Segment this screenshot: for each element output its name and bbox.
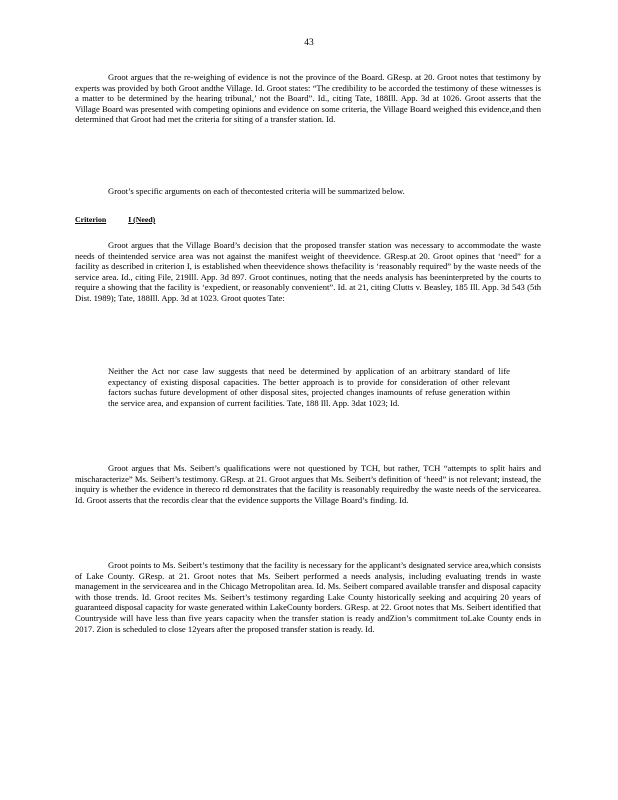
heading-number: I (Need) bbox=[128, 215, 156, 224]
paragraph-seibert-testimony: Groot points to Ms. Seibert’s testimony that the facility is necessary for the applicant’s designated service area,which consists of Lake County. GResp. at 21. Groot notes that Ms. Seibert performed a needs analysis, including evaluating trends in waste management in the servicearea and in the Chicago Metropolitan area. Id. Ms. Seibert compared available transfer and disposal capacity with those trends. Id. Groot recites Ms. Seibert’s testimony regarding Lake County historically seeking and acquiring 20 years of guaranteed disposal capacity for waste generated within LakeCounty borders. GResp. at 22. Groot notes that Ms. Seibert identified that Countryside will have less than five years capacity when the transfer station is ready andZion’s commitment toLake County ends in 2017. Zion is scheduled to close 12years after the proposed transfer station is ready. Id. bbox=[75, 560, 541, 634]
paragraph-reweighing: Groot argues that the re-weighing of evidence is not the province of the Board. GResp. at 20. Groot notes that testimony by experts was provided by both Groot andthe Village. Id. Groot states: “The credibility to be accorded the testimony of these witnesses is a matter to be determined by the hearing tribunal,’ not the Board”. Id., citing Tate, 188Ill. App. 3d at 1026. Groot asserts that the Village Board was presented with competing opinions and evidence on some criteria, the Village Board weighed this evidence,and then determined that Groot had met the criteria for siting of a transfer station. Id. bbox=[75, 72, 541, 125]
paragraph-summary-intro: Groot’s specific arguments on each of thecontested criteria will be summarized below. bbox=[108, 186, 405, 196]
paragraph-need-argument: Groot argues that the Village Board’s decision that the proposed transfer station was necessary to accommodate the waste needs of theintended service area was not against the manifest weight of theevidence. GResp.at 20. Groot opines that ‘need” for a facility as described in criterion I, is established when theevidence shows thefacility is ‘reasonably required” by the waste needs of the service area. Id., citing File, 219Ill. App. 3d 897. Groot continues, noting that the needs analysis has beeninterpreted by the courts to require a showing that the facility is ‘expedient, or reasonably convenient”. Id. at 21, citing Clutts v. Beasley, 185 Ill. App. 3d 543 (5th Dist. 1989); Tate, 188Ill. App. 3d at 1023. Groot quotes Tate: bbox=[75, 240, 541, 303]
page-number: 43 bbox=[304, 38, 314, 48]
heading-title: Criterion bbox=[75, 215, 107, 224]
block-quote-tate: Neither the Act nor case law suggests that need be determined by application of an arbitrary standard of life expectancy of existing disposal capacities. The better approach is to provide for consideration of other relevant factors suchas future development of other disposal sites, projected changes inamounts of refuse generation within the service area, and expansion of current facilities. Tate, 188 Ill. App. 3dat 1023; Id. bbox=[108, 366, 510, 408]
paragraph-seibert-qualifications: Groot argues that Ms. Seibert’s qualifications were not questioned by TCH, but rather, TCH “attempts to split hairs and mischaracterize” Ms. Seibert’s testimony. GResp. at 21. Groot argues that Ms. Seibert’s definition of ‘heed” is not relevant; instead, the inquiry is whether the evidence in thereco rd demonstrates that the facility is reasonably requiredby the waste needs of the servicearea. Id. Groot asserts that the recordis clear that the evidence supports the Village Board’s finding. Id. bbox=[75, 463, 541, 505]
section-heading-criterion-i bbox=[75, 215, 155, 226]
